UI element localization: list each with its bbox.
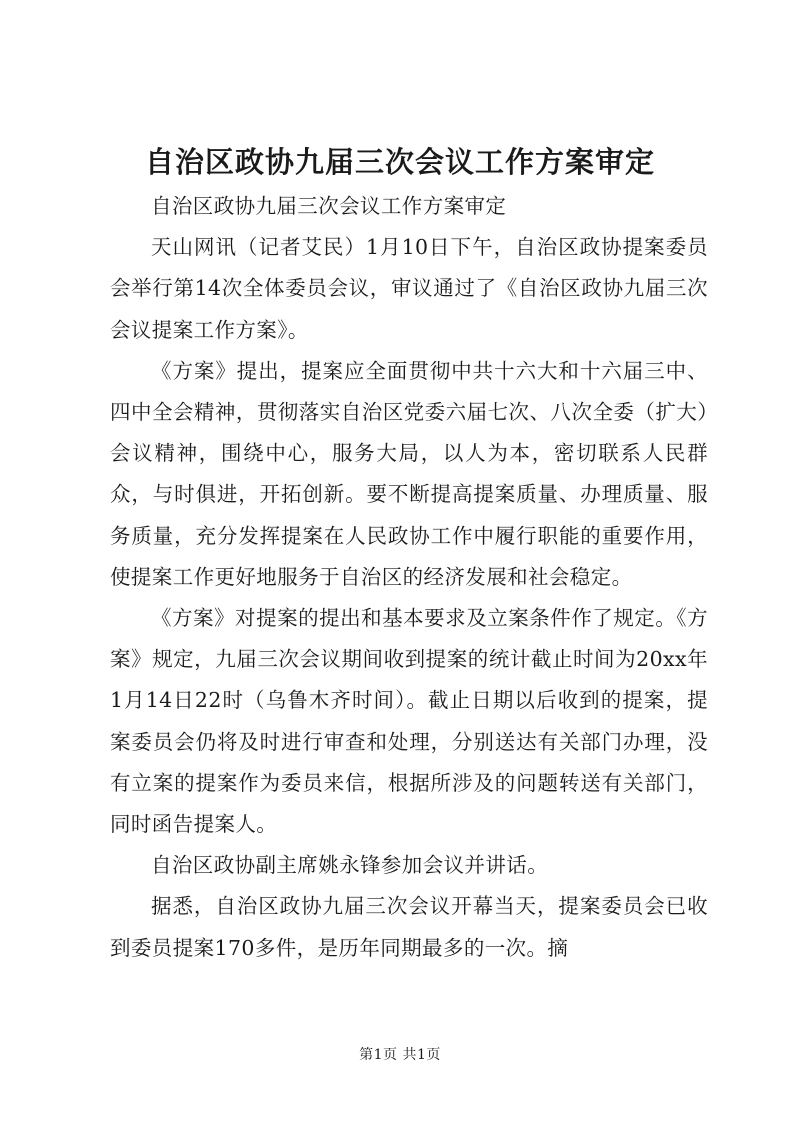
paragraph-subtitle: 自治区政协九届三次会议工作方案审定 xyxy=(151,194,507,218)
paragraph-plan-rules: 《方案》对提案的提出和基本要求及立案条件作了规定。《方案》规定，九届三次会议期间收到提案的统计截止时间为20xx年1月14日22时（乌鲁木齐时间）。截止日期以后收到的提案，提案委员会仍将及时进行审查和处理，分别送达有关部门办理，没有立案的提案作为委员来信，根据所涉及的问题转送有关部门，同时函告提案人。 xyxy=(110,606,708,837)
page-footer: 第1页 共1页 xyxy=(359,1047,441,1063)
paragraph-plan-goals: 《方案》提出，提案应全面贯彻中共十六大和十六届三中、四中全会精神，贯彻落实自治区党委六届七次、八次全委（扩大）会议精神，围绕中心，服务大局，以人为本，密切联系人民群众，与时俱进，开拓创新。要不断提高提案质量、办理质量、服务质量，充分发挥提案在人民政协工作中履行职能的重要作用，使提案工作更好地服务于自治区的经济发展和社会稳定。 xyxy=(110,358,708,589)
paragraph-lead: 天山网讯（记者艾民）1月10日下午，自治区政协提案委员会举行第14次全体委员会议，审议通过了《自治区政协九届三次会议提案工作方案》。 xyxy=(110,235,708,342)
paragraph-attendance: 自治区政协副主席姚永锋参加会议并讲话。 xyxy=(151,853,549,878)
document-body xyxy=(110,186,708,969)
document-title: 自治区政协九届三次会议工作方案审定 xyxy=(144,145,655,179)
paragraph-proposal-count: 据悉，自治区政协九届三次会议开幕当天，提案委员会已收到委员提案170多件，是历年同期最多的一次。摘 xyxy=(110,894,708,960)
